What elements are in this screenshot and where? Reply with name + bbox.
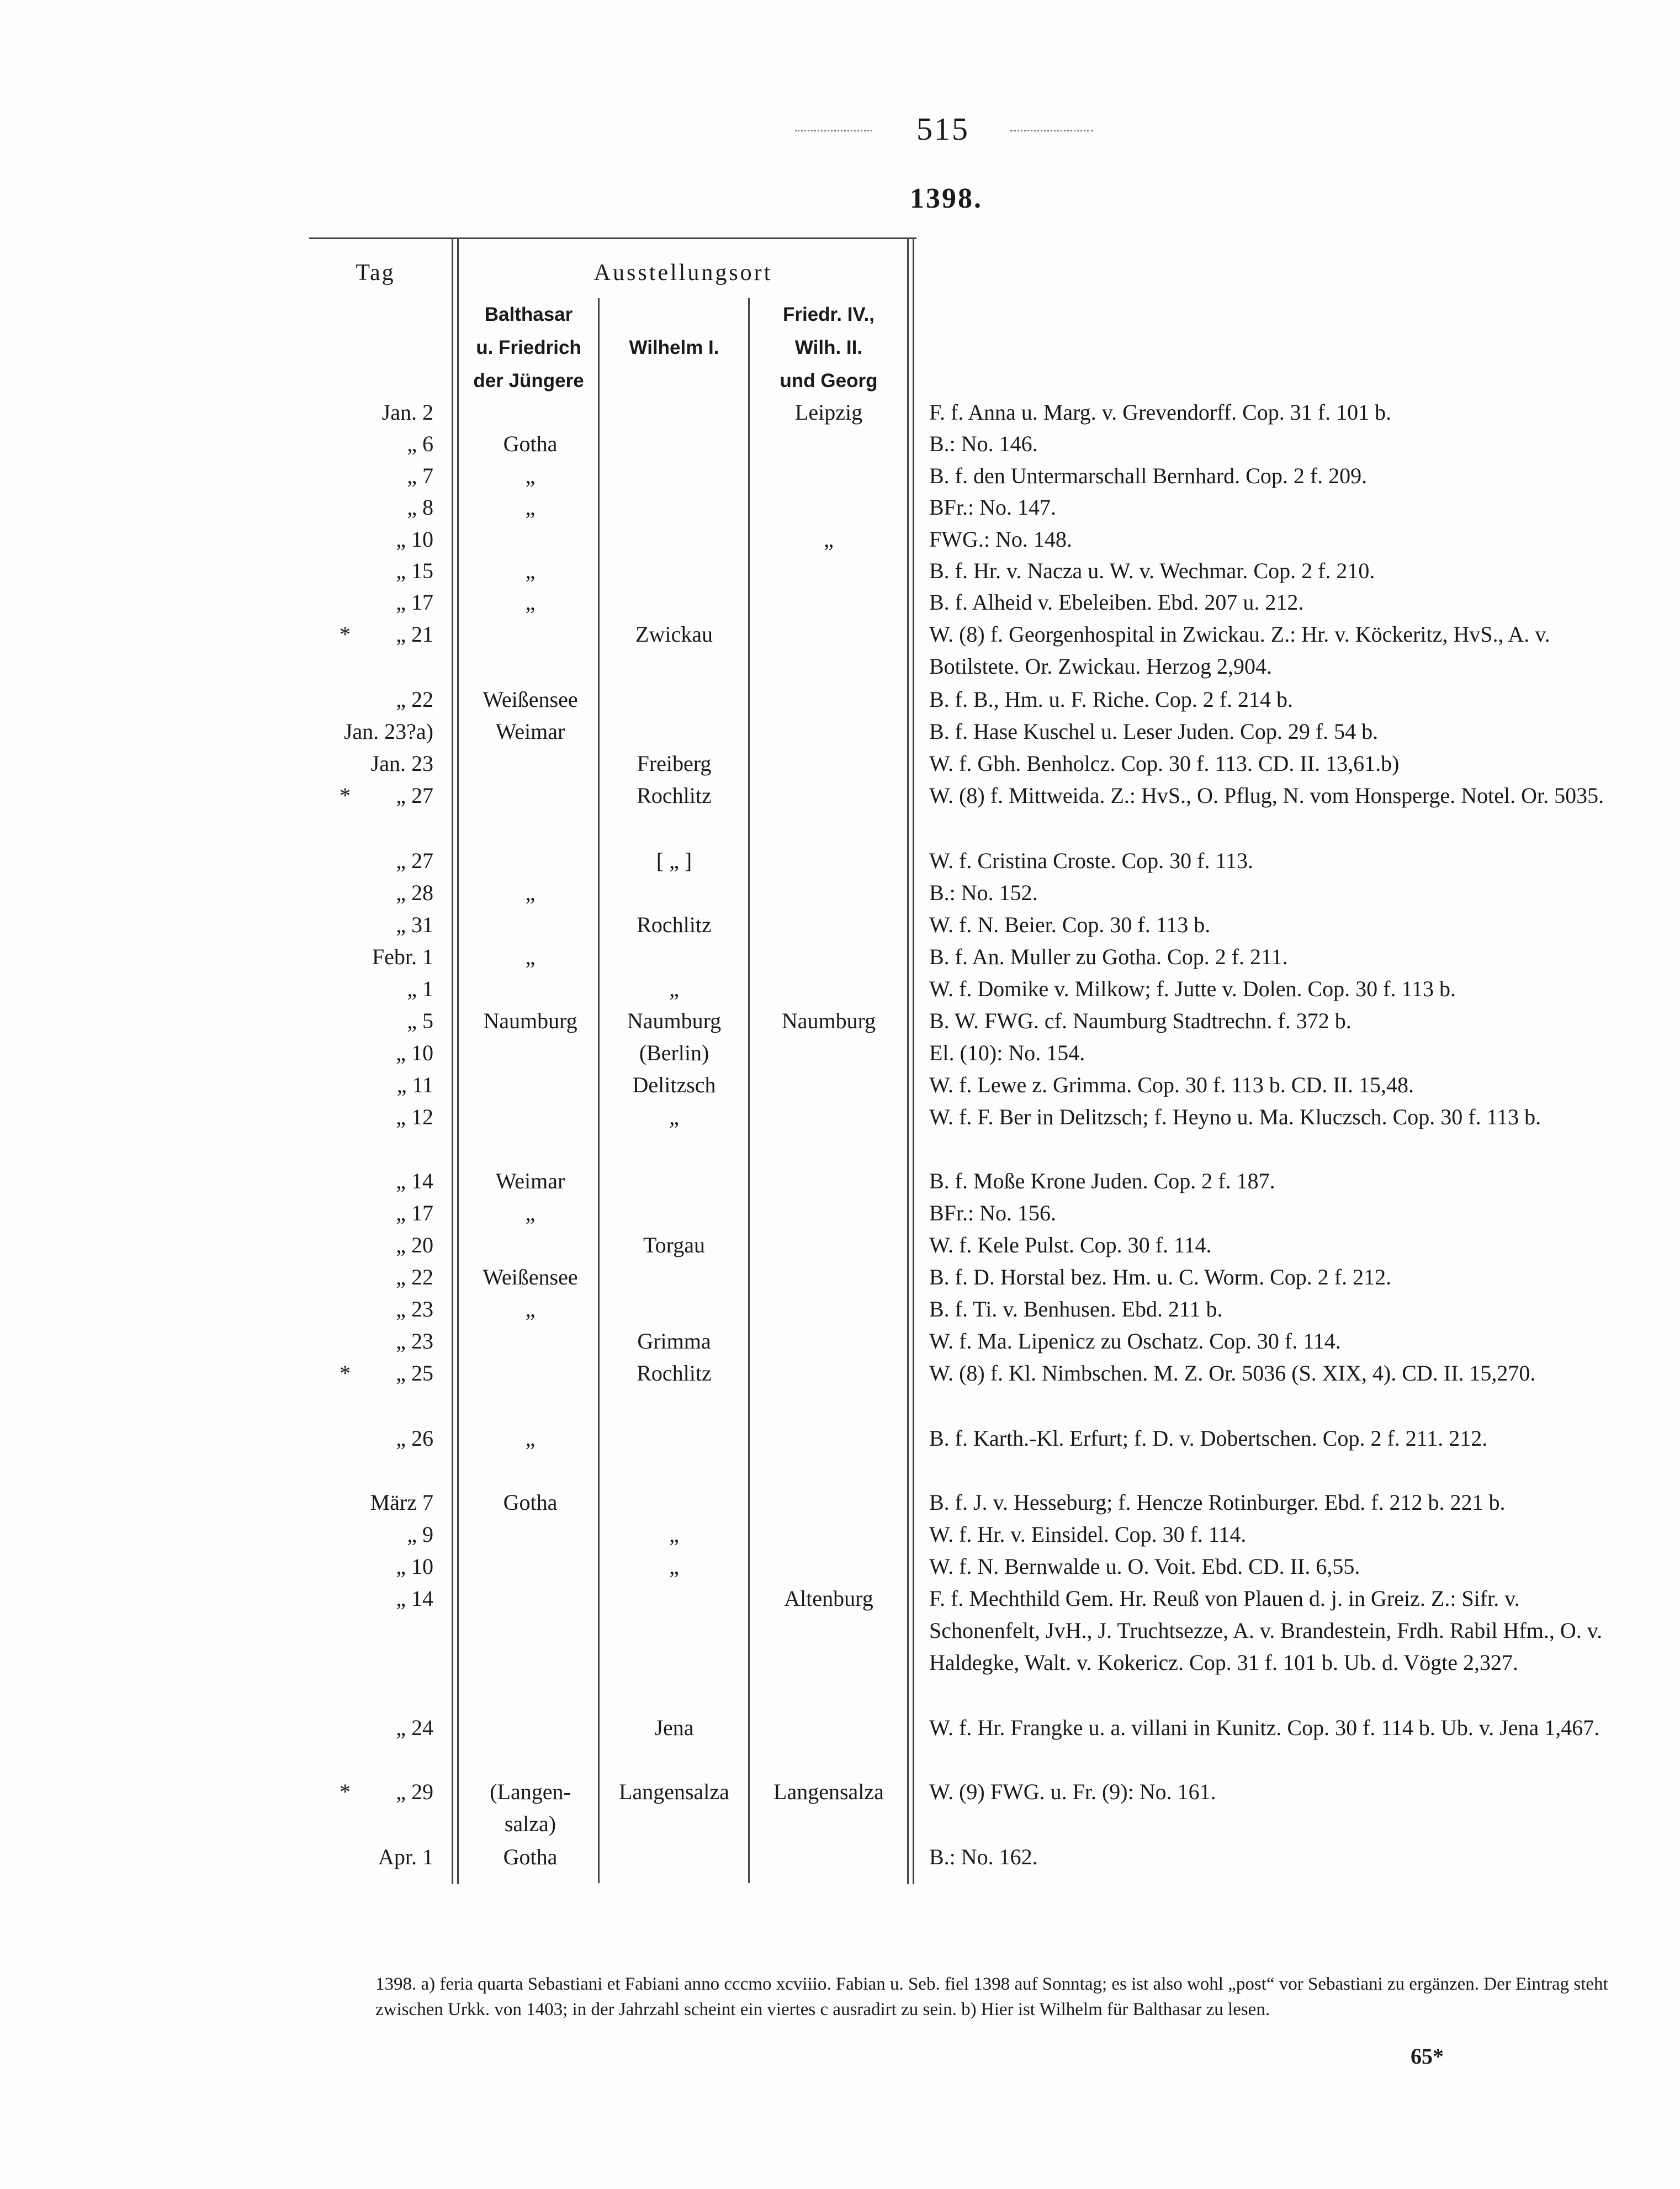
place-balthasar: Weimar xyxy=(495,719,565,744)
place-balthasar: „ xyxy=(525,495,536,520)
row-date: März 7 xyxy=(370,1490,433,1515)
row-reference: W. f. Gbh. Benholcz. Cop. 30 f. 113. CD. II. 13,61.b) xyxy=(929,751,1400,776)
header-col-a-line: der Jüngere xyxy=(473,370,584,392)
place-balthasar: „ xyxy=(525,463,536,488)
row-reference: B.: No. 162. xyxy=(929,1844,1038,1869)
place-friedrich: Naumburg xyxy=(781,1008,876,1033)
row-star: * xyxy=(340,1361,351,1386)
year-heading: 1398. xyxy=(910,183,983,214)
place-balthasar: Gotha xyxy=(503,1844,558,1869)
row-date: „ 12 xyxy=(396,1104,433,1129)
row-reference: B. f. J. v. Hesseburg; f. Hencze Rotinburger. Ebd. f. 212 b. 221 b. xyxy=(929,1490,1506,1515)
row-date: „ 10 xyxy=(396,1040,433,1065)
place-balthasar: Gotha xyxy=(503,1490,558,1515)
row-date: „ 23 xyxy=(396,1329,433,1353)
header-col-a-line: u. Friedrich xyxy=(476,337,581,358)
row-reference: W. (9) FWG. u. Fr. (9): No. 161. xyxy=(929,1779,1216,1804)
row-date: „ 26 xyxy=(396,1426,433,1451)
header-tag: Tag xyxy=(356,260,395,285)
header-col-a-line: Balthasar xyxy=(484,304,573,325)
row-reference: W. f. Cristina Croste. Cop. 30 f. 113. xyxy=(929,848,1254,873)
row-reference: F. f. Mechthild Gem. Hr. Reuß von Plauen d. j. in Greiz. Z.: Sifr. v. Schonenfelt, JvH., J. Truchtsezze, A. v. Brandestein, Frdh. Rabil Hfm., O. v. Haldegke, Walt. v. Kokericz. Cop. 31 f. 101 b. Ub. d. Vögte 2,327. xyxy=(929,1586,1603,1675)
row-reference: B. f. Hr. v. Nacza u. W. v. Wechmar. Cop. 2 f. 210. xyxy=(929,558,1375,583)
row-date: „ 29 xyxy=(396,1779,433,1804)
place-wilhelm: Zwickau xyxy=(635,622,713,647)
row-date: „ 5 xyxy=(407,1008,433,1033)
col-rule-a xyxy=(598,298,600,1883)
row-date: „ 8 xyxy=(407,495,433,520)
sheet-signature: 65* xyxy=(1411,2044,1444,2069)
row-date: „ 1 xyxy=(407,976,433,1001)
col-rule-b xyxy=(748,298,750,1883)
row-date: „ 21 xyxy=(396,622,433,647)
place-balthasar: Weißensee xyxy=(483,1265,578,1289)
row-date: „ 31 xyxy=(396,912,433,937)
row-date: Febr. 1 xyxy=(372,944,433,969)
place-wilhelm: (Berlin) xyxy=(639,1040,709,1065)
row-reference: B. f. An. Muller zu Gotha. Cop. 2 f. 211. xyxy=(929,944,1288,969)
row-reference: B. f. Hase Kuschel u. Leser Juden. Cop. 29 f. 54 b. xyxy=(929,719,1379,744)
row-reference: B.: No. 152. xyxy=(929,880,1038,905)
place-wilhelm: „ xyxy=(669,1554,679,1579)
row-date: „ 24 xyxy=(396,1715,433,1740)
place-balthasar: „ xyxy=(525,1426,536,1451)
row-star: * xyxy=(340,622,351,647)
row-reference: B. W. FWG. cf. Naumburg Stadtrechn. f. 372 b. xyxy=(929,1008,1352,1033)
row-reference: W. (8) f. Georgenhospital in Zwickau. Z.: Hr. v. Köckeritz, HvS., A. v. Botilstete. Or. Zwickau. Herzog 2,904. xyxy=(929,622,1550,679)
row-date: „ 14 xyxy=(396,1586,433,1611)
row-date: „ 22 xyxy=(396,687,433,712)
row-date: „ 27 xyxy=(396,848,433,873)
place-balthasar: „ xyxy=(525,558,536,583)
row-reference: B. f. Ti. v. Benhusen. Ebd. 211 b. xyxy=(929,1297,1223,1321)
header-col-b-line: Wilhelm I. xyxy=(629,337,719,358)
place-wilhelm: Torgau xyxy=(643,1233,705,1257)
place-balthasar: Weimar xyxy=(495,1168,565,1193)
row-date: „ 14 xyxy=(396,1168,433,1193)
row-reference: B.: No. 146. xyxy=(929,431,1038,456)
place-balthasar: Naumburg xyxy=(483,1008,577,1033)
row-date: Jan. 23 xyxy=(370,751,433,776)
table-rule-left xyxy=(452,239,453,1884)
row-date: „ 10 xyxy=(396,527,433,552)
row-date: „ 17 xyxy=(396,1201,433,1225)
row-date: „ 10 xyxy=(396,1554,433,1579)
place-balthasar: „ xyxy=(525,590,536,615)
row-date: „ 17 xyxy=(396,590,433,615)
row-date: „ 22 xyxy=(396,1265,433,1289)
place-wilhelm: „ xyxy=(669,976,679,1001)
row-date: „ 20 xyxy=(396,1233,433,1257)
row-reference: W. (8) f. Kl. Nimbschen. M. Z. Or. 5036 (S. XIX, 4). CD. II. 15,270. xyxy=(929,1361,1536,1386)
row-date: Apr. 1 xyxy=(378,1844,433,1869)
place-wilhelm: Jena xyxy=(654,1715,694,1740)
place-balthasar: „ xyxy=(525,1297,536,1321)
row-reference: F. f. Anna u. Marg. v. Grevendorff. Cop. 31 f. 101 b. xyxy=(929,400,1392,425)
row-date: „ 27 xyxy=(396,783,433,808)
place-friedrich: Leipzig xyxy=(794,400,863,425)
place-balthasar: Weißensee xyxy=(483,687,578,712)
row-reference: BFr.: No. 156. xyxy=(929,1201,1057,1225)
place-balthasar: „ xyxy=(525,944,536,969)
place-balthasar: „ xyxy=(525,1201,536,1225)
row-star: * xyxy=(340,783,351,808)
row-date: „ 6 xyxy=(407,431,433,456)
place-balthasar: „ xyxy=(525,880,536,905)
place-wilhelm: Delitzsch xyxy=(632,1072,716,1097)
header-dash-left xyxy=(795,130,872,131)
row-date: „ 11 xyxy=(396,1072,433,1097)
place-friedrich: „ xyxy=(824,527,834,552)
place-wilhelm: Langensalza xyxy=(619,1779,729,1804)
row-date: „ 7 xyxy=(407,463,433,488)
table-top-rule xyxy=(309,237,916,239)
table-rule-right xyxy=(907,239,909,1884)
row-reference: B. f. Moße Krone Juden. Cop. 2 f. 187. xyxy=(929,1168,1275,1193)
place-wilhelm: „ xyxy=(669,1522,679,1547)
place-friedrich: Altenburg xyxy=(784,1586,873,1611)
row-reference: W. f. F. Ber in Delitzsch; f. Heyno u. Ma. Kluczsch. Cop. 30 f. 113 b. xyxy=(929,1104,1541,1129)
place-balthasar: Gotha xyxy=(503,431,558,456)
row-reference: B. f. B., Hm. u. F. Riche. Cop. 2 f. 214 b. xyxy=(929,687,1294,712)
row-date: „ 25 xyxy=(396,1361,433,1386)
place-friedrich: Langensalza xyxy=(773,1779,884,1804)
header-ausstellungsort: Ausstellungsort xyxy=(593,260,773,285)
row-date: „ 9 xyxy=(407,1522,433,1547)
row-reference: W. f. Ma. Lipenicz zu Oschatz. Cop. 30 f. 114. xyxy=(929,1329,1341,1353)
row-reference: W. f. Lewe z. Grimma. Cop. 30 f. 113 b. CD. II. 15,48. xyxy=(929,1072,1414,1097)
footnote: 1398. a) feria quarta Sebastiani et Fabiani anno cccmo xcviiio. Fabian u. Seb. fiel 1398 auf Sonntag; es ist also wohl „post“ vor Sebastiani zu ergänzen. Der Eintrag steht zwischen Urkk. von 1403; in der Jahrzahl scheint ein viertes c ausradirt zu sein. b) Hier ist Wilhelm für Balthasar zu lesen. xyxy=(375,1974,1608,2019)
row-date: Jan. 2 xyxy=(381,400,433,425)
row-reference: W. f. N. Bernwalde u. O. Voit. Ebd. CD. II. 6,55. xyxy=(929,1554,1360,1579)
place-balthasar: salza) xyxy=(504,1811,557,1836)
header-col-c-line: und Georg xyxy=(780,370,878,392)
place-wilhelm: „ xyxy=(669,1104,679,1129)
place-wilhelm: [ „ ] xyxy=(656,848,692,873)
place-wilhelm: Rochlitz xyxy=(637,783,712,808)
place-wilhelm: Freiberg xyxy=(637,751,712,776)
row-reference: W. f. Hr. v. Einsidel. Cop. 30 f. 114. xyxy=(929,1522,1247,1547)
row-reference: B. f. D. Horstal bez. Hm. u. C. Worm. Cop. 2 f. 212. xyxy=(929,1265,1392,1289)
row-reference: W. f. Domike v. Milkow; f. Jutte v. Dolen. Cop. 30 f. 113 b. xyxy=(929,976,1456,1001)
place-wilhelm: Rochlitz xyxy=(637,912,712,937)
header-col-a xyxy=(461,298,596,398)
place-balthasar: (Langen- xyxy=(490,1779,571,1804)
row-date: „ 15 xyxy=(396,558,433,583)
table-rule-left-2 xyxy=(457,239,459,1884)
row-reference: B. f. Alheid v. Ebeleiben. Ebd. 207 u. 212. xyxy=(929,590,1304,615)
row-date: Jan. 23?a) xyxy=(343,719,433,744)
page-number: 515 xyxy=(916,111,969,147)
header-dash-right xyxy=(1010,130,1093,131)
place-wilhelm: Grimma xyxy=(637,1329,711,1353)
row-reference: B. f. den Untermarschall Bernhard. Cop. 2 f. 209. xyxy=(929,463,1368,488)
header-col-c-line: Wilh. II. xyxy=(794,337,863,358)
row-reference: W. f. Kele Pulst. Cop. 30 f. 114. xyxy=(929,1233,1212,1257)
place-wilhelm: Naumburg xyxy=(627,1008,722,1033)
row-star: * xyxy=(340,1779,351,1804)
row-reference: FWG.: No. 148. xyxy=(929,527,1072,552)
header-col-c xyxy=(751,298,907,398)
row-reference: El. (10): No. 154. xyxy=(929,1040,1085,1065)
row-reference: B. f. Karth.-Kl. Erfurt; f. D. v. Dobertschen. Cop. 2 f. 211. 212. xyxy=(929,1426,1488,1451)
table-rule-right-2 xyxy=(913,239,914,1884)
row-reference: BFr.: No. 147. xyxy=(929,495,1057,520)
row-reference: W. f. N. Beier. Cop. 30 f. 113 b. xyxy=(929,912,1211,937)
place-wilhelm: Rochlitz xyxy=(637,1361,712,1386)
row-date: „ 23 xyxy=(396,1297,433,1321)
header-col-b xyxy=(602,331,746,364)
row-reference: W. (8) f. Mittweida. Z.: HvS., O. Pflug, N. vom Honsperge. Notel. Or. 5035. xyxy=(929,783,1604,808)
header-col-c-line: Friedr. IV., xyxy=(782,304,875,325)
row-date: „ 28 xyxy=(396,880,433,905)
row-reference: W. f. Hr. Frangke u. a. villani in Kunitz. Cop. 30 f. 114 b. Ub. v. Jena 1,467. xyxy=(929,1715,1600,1740)
